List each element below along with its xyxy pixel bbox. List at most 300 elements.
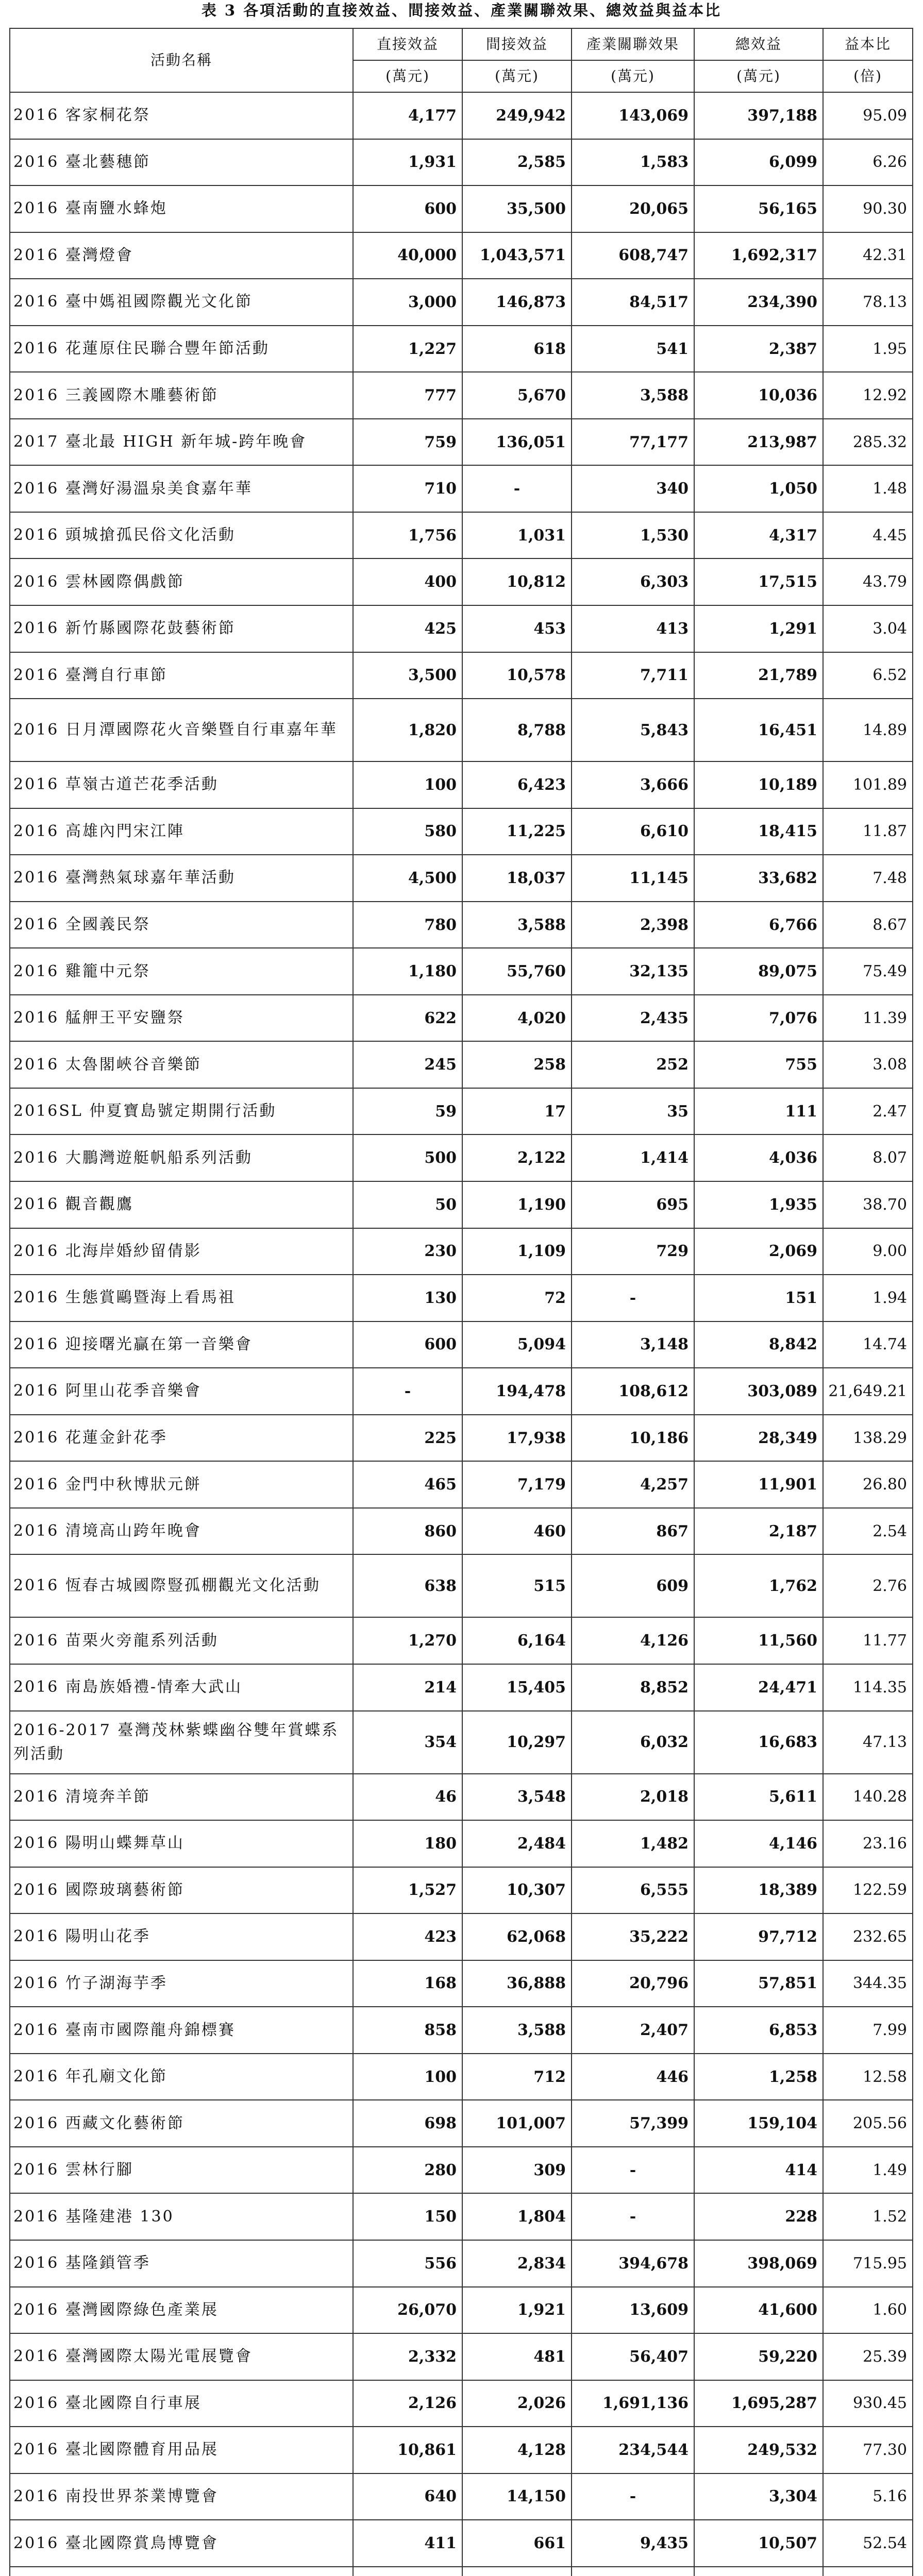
- industry-cell: -: [572, 2473, 694, 2520]
- table-row: [10, 2007, 913, 2054]
- activity-name-cell: 2016 竹子湖海芋季: [10, 1960, 353, 2007]
- ratio-cell: 1.95: [823, 326, 913, 372]
- direct-cell: 759: [353, 419, 462, 466]
- activity-name-cell: [10, 2567, 353, 2576]
- indirect-cell: 309: [462, 2147, 572, 2194]
- total-cell: 1,050: [694, 465, 823, 512]
- header-ratio: 益本比: [823, 28, 913, 60]
- direct-cell: 1,820: [353, 699, 462, 761]
- total-cell: 1,692,317: [694, 232, 823, 279]
- indirect-cell: 194,478: [462, 1368, 572, 1415]
- indirect-cell: 2,026: [462, 2380, 572, 2427]
- direct-cell: 858: [353, 2007, 462, 2054]
- total-cell: 18,389: [694, 1867, 823, 1914]
- total-cell: 151: [694, 1275, 823, 1321]
- indirect-cell: 55,760: [462, 948, 572, 995]
- total-cell: 249,532: [694, 2427, 823, 2473]
- indirect-cell: 3,588: [462, 2007, 572, 2054]
- total-cell: 4,317: [694, 512, 823, 559]
- total-cell: 8,842: [694, 1321, 823, 1368]
- indirect-cell: 11,225: [462, 808, 572, 855]
- indirect-cell: 7,179: [462, 1461, 572, 1508]
- indirect-cell: 453: [462, 605, 572, 652]
- industry-cell: 20,796: [572, 1960, 694, 2007]
- ratio-cell: 232.65: [823, 1913, 913, 1960]
- total-cell: 16,683: [694, 1711, 823, 1774]
- activity-name-cell: 2016 臺南市國際龍舟錦標賽: [10, 2007, 353, 2054]
- header-indirect-unit: (萬元): [462, 60, 572, 92]
- activity-name-cell: 2016 雲林國際偶戲節: [10, 558, 353, 605]
- header-industry-unit: (萬元): [572, 60, 694, 92]
- total-cell: 6,853: [694, 2007, 823, 2054]
- table-row: [10, 326, 913, 372]
- table-row: [10, 761, 913, 808]
- table-row: [10, 1774, 913, 1821]
- table-row: [10, 855, 913, 902]
- total-cell: 24,471: [694, 1664, 823, 1711]
- table-row: [10, 1711, 913, 1774]
- indirect-cell: 712: [462, 2054, 572, 2100]
- activity-name-cell: 2016 新竹縣國際花鼓藝術節: [10, 605, 353, 652]
- activity-name-cell: 2016SL 仲夏寶島號定期開行活動: [10, 1088, 353, 1135]
- indirect-cell: 8,788: [462, 699, 572, 761]
- indirect-cell: 15,405: [462, 1664, 572, 1711]
- table-row: [10, 139, 913, 186]
- direct-cell: 556: [353, 2240, 462, 2287]
- header-industry: 產業關聯效果: [572, 28, 694, 60]
- industry-cell: 32,135: [572, 948, 694, 995]
- industry-cell: 8,852: [572, 1664, 694, 1711]
- indirect-cell: 618: [462, 326, 572, 372]
- indirect-cell: 3,588: [462, 902, 572, 948]
- indirect-cell: 661: [462, 2520, 572, 2567]
- ratio-cell: 38.70: [823, 1181, 913, 1228]
- total-cell: [694, 2567, 823, 2576]
- direct-cell: 50: [353, 1181, 462, 1228]
- table-row: [10, 2567, 913, 2576]
- total-cell: 111: [694, 1088, 823, 1135]
- activity-name-cell: 2016 西藏文化藝術節: [10, 2100, 353, 2147]
- direct-cell: 230: [353, 1228, 462, 1275]
- direct-cell: 130: [353, 1275, 462, 1321]
- industry-cell: 1,583: [572, 139, 694, 186]
- ratio-cell: 43.79: [823, 558, 913, 605]
- indirect-cell: 35,500: [462, 185, 572, 232]
- ratio-cell: 6.52: [823, 652, 913, 699]
- activity-name-cell: 2016 清境高山跨年晚會: [10, 1508, 353, 1555]
- indirect-cell: 2,834: [462, 2240, 572, 2287]
- activity-name-cell: 2016 生態賞鷗暨海上看馬祖: [10, 1275, 353, 1321]
- direct-cell: 225: [353, 1415, 462, 1462]
- total-cell: 1,291: [694, 605, 823, 652]
- industry-cell: 394,678: [572, 2240, 694, 2287]
- ratio-cell: 205.56: [823, 2100, 913, 2147]
- total-cell: 6,766: [694, 902, 823, 948]
- total-cell: 2,069: [694, 1228, 823, 1275]
- activity-name-cell: 2016-2017 臺灣茂林紫蝶幽谷雙年賞蝶系列活動: [10, 1711, 353, 1774]
- ratio-cell: 8.07: [823, 1134, 913, 1181]
- table-row: [10, 2100, 913, 2147]
- activity-name-cell: 2016 臺灣熱氣球嘉年華活動: [10, 855, 353, 902]
- table-row: [10, 419, 913, 466]
- total-cell: 234,390: [694, 279, 823, 326]
- ratio-cell: 2.54: [823, 1508, 913, 1555]
- industry-cell: 3,588: [572, 372, 694, 419]
- table-row: [10, 948, 913, 995]
- indirect-cell: 1,921: [462, 2287, 572, 2334]
- direct-cell: 100: [353, 761, 462, 808]
- ratio-cell: 9.00: [823, 1228, 913, 1275]
- ratio-cell: 3.04: [823, 605, 913, 652]
- activity-name-cell: 2016 草嶺古道芒花季活動: [10, 761, 353, 808]
- direct-cell: 465: [353, 1461, 462, 1508]
- direct-cell: 1,756: [353, 512, 462, 559]
- ratio-cell: 8.67: [823, 902, 913, 948]
- direct-cell: 1,527: [353, 1867, 462, 1914]
- industry-cell: 5,843: [572, 699, 694, 761]
- indirect-cell: 2,585: [462, 139, 572, 186]
- direct-cell: 245: [353, 1041, 462, 1088]
- direct-cell: 2,332: [353, 2333, 462, 2380]
- ratio-cell: 1.94: [823, 1275, 913, 1321]
- table-row: [10, 995, 913, 1042]
- direct-cell: 26,070: [353, 2287, 462, 2334]
- indirect-cell: 17: [462, 1088, 572, 1135]
- ratio-cell: 23.16: [823, 1820, 913, 1867]
- activity-name-cell: 2016 北海岸婚紗留倩影: [10, 1228, 353, 1275]
- indirect-cell: 2,484: [462, 1820, 572, 1867]
- indirect-cell: -: [462, 465, 572, 512]
- activity-name-cell: 2016 臺灣燈會: [10, 232, 353, 279]
- industry-cell: 1,482: [572, 1820, 694, 1867]
- table-row: [10, 1508, 913, 1555]
- table-row: [10, 1041, 913, 1088]
- direct-cell: -: [353, 1368, 462, 1415]
- indirect-cell: 1,031: [462, 512, 572, 559]
- industry-cell: 413: [572, 605, 694, 652]
- activity-name-cell: 2016 全國義民祭: [10, 902, 353, 948]
- indirect-cell: 10,297: [462, 1711, 572, 1774]
- activity-name-cell: 2016 臺北國際體育用品展: [10, 2427, 353, 2473]
- table-row: [10, 605, 913, 652]
- direct-cell: 1,180: [353, 948, 462, 995]
- industry-cell: 1,530: [572, 512, 694, 559]
- activity-name-cell: 2016 阿里山花季音樂會: [10, 1368, 353, 1415]
- total-cell: 755: [694, 1041, 823, 1088]
- total-cell: 33,682: [694, 855, 823, 902]
- total-cell: 1,258: [694, 2054, 823, 2100]
- table-row: [10, 232, 913, 279]
- table-row: [10, 1867, 913, 1914]
- indirect-cell: 5,670: [462, 372, 572, 419]
- industry-cell: 6,032: [572, 1711, 694, 1774]
- total-cell: 10,189: [694, 761, 823, 808]
- industry-cell: 20,065: [572, 185, 694, 232]
- direct-cell: 638: [353, 1554, 462, 1617]
- indirect-cell: 1,109: [462, 1228, 572, 1275]
- table-row: [10, 1321, 913, 1368]
- table-row: [10, 1664, 913, 1711]
- activity-name-cell: 2016 花蓮金針花季: [10, 1415, 353, 1462]
- activity-name-cell: 2016 臺北國際自行車展: [10, 2380, 353, 2427]
- industry-cell: 7,711: [572, 652, 694, 699]
- ratio-cell: 14.74: [823, 1321, 913, 1368]
- ratio-cell: 7.48: [823, 855, 913, 902]
- table-row: [10, 1181, 913, 1228]
- activity-name-cell: 2016 南投世界茶業博覽會: [10, 2473, 353, 2520]
- table-row: [10, 652, 913, 699]
- industry-cell: 108,612: [572, 1368, 694, 1415]
- ratio-cell: 7.99: [823, 2007, 913, 2054]
- indirect-cell: 10,578: [462, 652, 572, 699]
- header-ratio-unit: (倍): [823, 60, 913, 92]
- activity-name-cell: 2016 臺灣國際太陽光電展覽會: [10, 2333, 353, 2380]
- direct-cell: 425: [353, 605, 462, 652]
- ratio-cell: 78.13: [823, 279, 913, 326]
- total-cell: 7,076: [694, 995, 823, 1042]
- table-row: [10, 92, 913, 139]
- industry-cell: 4,126: [572, 1617, 694, 1664]
- table-row: [10, 185, 913, 232]
- activity-name-cell: 2016 三義國際木雕藝術節: [10, 372, 353, 419]
- industry-cell: [572, 2567, 694, 2576]
- industry-cell: -: [572, 2147, 694, 2194]
- industry-cell: 35: [572, 1088, 694, 1135]
- industry-cell: 35,222: [572, 1913, 694, 1960]
- direct-cell: 1,227: [353, 326, 462, 372]
- ratio-cell: 75.49: [823, 948, 913, 995]
- indirect-cell: 2,122: [462, 1134, 572, 1181]
- total-cell: 57,851: [694, 1960, 823, 2007]
- industry-cell: 541: [572, 326, 694, 372]
- total-cell: 10,036: [694, 372, 823, 419]
- activity-name-cell: 2016 頭城搶孤民俗文化活動: [10, 512, 353, 559]
- activity-name-cell: 2016 臺北藝穗節: [10, 139, 353, 186]
- table-row: [10, 2147, 913, 2194]
- total-cell: 41,600: [694, 2287, 823, 2334]
- direct-cell: 640: [353, 2473, 462, 2520]
- indirect-cell: 18,037: [462, 855, 572, 902]
- table-row: [10, 2287, 913, 2334]
- indirect-cell: 4,020: [462, 995, 572, 1042]
- total-cell: 16,451: [694, 699, 823, 761]
- ratio-cell: 930.45: [823, 2380, 913, 2427]
- industry-cell: 729: [572, 1228, 694, 1275]
- total-cell: 2,387: [694, 326, 823, 372]
- table-row: [10, 1617, 913, 1664]
- ratio-cell: 42.31: [823, 232, 913, 279]
- table-row: [10, 1820, 913, 1867]
- table-row: [10, 1461, 913, 1508]
- table-caption: 表 3 各項活動的直接效益、間接效益、產業關聯效果、總效益與益本比: [201, 2, 722, 19]
- table-row: [10, 465, 913, 512]
- direct-cell: [353, 2567, 462, 2576]
- table-row: [10, 1275, 913, 1321]
- ratio-cell: 114.35: [823, 1664, 913, 1711]
- industry-cell: -: [572, 1275, 694, 1321]
- direct-cell: 710: [353, 465, 462, 512]
- direct-cell: 3,000: [353, 279, 462, 326]
- ratio-cell: 1.48: [823, 465, 913, 512]
- industry-cell: 2,018: [572, 1774, 694, 1821]
- activity-name-cell: 2016 臺南鹽水蜂炮: [10, 185, 353, 232]
- activity-name-cell: 2016 花蓮原住民聯合豐年節活動: [10, 326, 353, 372]
- direct-cell: 150: [353, 2193, 462, 2240]
- direct-cell: 168: [353, 1960, 462, 2007]
- total-cell: 21,789: [694, 652, 823, 699]
- industry-cell: 2,435: [572, 995, 694, 1042]
- indirect-cell: 481: [462, 2333, 572, 2380]
- total-cell: 2,187: [694, 1508, 823, 1555]
- ratio-cell: 6.26: [823, 139, 913, 186]
- direct-cell: 40,000: [353, 232, 462, 279]
- industry-cell: 695: [572, 1181, 694, 1228]
- direct-cell: 1,270: [353, 1617, 462, 1664]
- direct-cell: 698: [353, 2100, 462, 2147]
- industry-cell: 234,544: [572, 2427, 694, 2473]
- indirect-cell: [462, 2567, 572, 2576]
- direct-cell: 10,861: [353, 2427, 462, 2473]
- industry-cell: 2,407: [572, 2007, 694, 2054]
- direct-cell: 500: [353, 1134, 462, 1181]
- industry-cell: 143,069: [572, 92, 694, 139]
- industry-cell: 252: [572, 1041, 694, 1088]
- ratio-cell: 285.32: [823, 419, 913, 466]
- ratio-cell: 47.13: [823, 1711, 913, 1774]
- indirect-cell: 5,094: [462, 1321, 572, 1368]
- table-row: [10, 699, 913, 761]
- industry-cell: 6,610: [572, 808, 694, 855]
- direct-cell: 1,931: [353, 139, 462, 186]
- industry-cell: 57,399: [572, 2100, 694, 2147]
- indirect-cell: 10,307: [462, 1867, 572, 1914]
- table-row: [10, 2427, 913, 2473]
- indirect-cell: 101,007: [462, 2100, 572, 2147]
- activity-name-cell: 2016 臺北國際賞鳥博覽會: [10, 2520, 353, 2567]
- industry-cell: 4,257: [572, 1461, 694, 1508]
- activity-name-cell: 2016 年孔廟文化節: [10, 2054, 353, 2100]
- industry-cell: 3,666: [572, 761, 694, 808]
- total-cell: 11,901: [694, 1461, 823, 1508]
- activity-name-cell: 2016 基隆建港 130: [10, 2193, 353, 2240]
- table-row: [10, 1913, 913, 1960]
- total-cell: 59,220: [694, 2333, 823, 2380]
- ratio-cell: 3.08: [823, 1041, 913, 1088]
- indirect-cell: 6,164: [462, 1617, 572, 1664]
- ratio-cell: 25.39: [823, 2333, 913, 2380]
- ratio-cell: 77.30: [823, 2427, 913, 2473]
- table-row: [10, 2473, 913, 2520]
- total-cell: 18,415: [694, 808, 823, 855]
- direct-cell: 423: [353, 1913, 462, 1960]
- ratio-cell: 5.16: [823, 2473, 913, 2520]
- total-cell: 398,069: [694, 2240, 823, 2287]
- total-cell: 1,935: [694, 1181, 823, 1228]
- ratio-cell: 11.39: [823, 995, 913, 1042]
- industry-cell: 77,177: [572, 419, 694, 466]
- ratio-cell: 138.29: [823, 1415, 913, 1462]
- activity-name-cell: 2016 高雄內門宋江陣: [10, 808, 353, 855]
- industry-cell: 6,555: [572, 1867, 694, 1914]
- indirect-cell: 1,804: [462, 2193, 572, 2240]
- total-cell: 6,099: [694, 139, 823, 186]
- direct-cell: 59: [353, 1088, 462, 1135]
- table-row: [10, 1228, 913, 1275]
- direct-cell: 411: [353, 2520, 462, 2567]
- direct-cell: 214: [353, 1664, 462, 1711]
- table-row: [10, 2193, 913, 2240]
- table-row: [10, 2054, 913, 2100]
- ratio-cell: 715.95: [823, 2240, 913, 2287]
- activity-name-cell: 2016 迎接曙光贏在第一音樂會: [10, 1321, 353, 1368]
- direct-cell: 180: [353, 1820, 462, 1867]
- ratio-cell: 344.35: [823, 1960, 913, 2007]
- table-row: [10, 1415, 913, 1462]
- table-row: [10, 1368, 913, 1415]
- header-activity: 活動名稱: [10, 28, 353, 92]
- activity-name-cell: 2016 國際玻璃藝術節: [10, 1867, 353, 1914]
- direct-cell: 280: [353, 2147, 462, 2194]
- industry-cell: 1,414: [572, 1134, 694, 1181]
- ratio-cell: 2.47: [823, 1088, 913, 1135]
- ratio-cell: 21,649.21: [823, 1368, 913, 1415]
- table-body: [10, 92, 913, 2576]
- activity-name-cell: 2016 雞籠中元祭: [10, 948, 353, 995]
- industry-cell: 11,145: [572, 855, 694, 902]
- direct-cell: 780: [353, 902, 462, 948]
- activity-name-cell: 2016 陽明山蝶舞草山: [10, 1820, 353, 1867]
- indirect-cell: 258: [462, 1041, 572, 1088]
- header-total: 總效益: [694, 28, 823, 60]
- total-cell: 4,036: [694, 1134, 823, 1181]
- ratio-cell: 1.52: [823, 2193, 913, 2240]
- activity-name-cell: 2016 南島族婚禮-情牽大武山: [10, 1664, 353, 1711]
- industry-cell: 84,517: [572, 279, 694, 326]
- total-cell: 5,611: [694, 1774, 823, 1821]
- industry-cell: 3,148: [572, 1321, 694, 1368]
- total-cell: 17,515: [694, 558, 823, 605]
- industry-cell: 10,186: [572, 1415, 694, 1462]
- ratio-cell: 140.28: [823, 1774, 913, 1821]
- industry-cell: 6,303: [572, 558, 694, 605]
- total-cell: 414: [694, 2147, 823, 2194]
- table-row: [10, 1088, 913, 1135]
- direct-cell: 400: [353, 558, 462, 605]
- ratio-cell: 122.59: [823, 1867, 913, 1914]
- total-cell: 228: [694, 2193, 823, 2240]
- ratio-cell: 12.58: [823, 2054, 913, 2100]
- table-row: [10, 558, 913, 605]
- indirect-cell: 62,068: [462, 1913, 572, 1960]
- table-row: [10, 808, 913, 855]
- ratio-cell: 1.49: [823, 2147, 913, 2194]
- table-row: [10, 1134, 913, 1181]
- indirect-cell: 17,938: [462, 1415, 572, 1462]
- header-indirect: 間接效益: [462, 28, 572, 60]
- indirect-cell: 1,043,571: [462, 232, 572, 279]
- table-row: [10, 2520, 913, 2567]
- ratio-cell: 95.09: [823, 92, 913, 139]
- benefit-table: [9, 28, 913, 2576]
- total-cell: 1,762: [694, 1554, 823, 1617]
- total-cell: 397,188: [694, 92, 823, 139]
- ratio-cell: 11.77: [823, 1617, 913, 1664]
- activity-name-cell: 2016 臺中媽祖國際觀光文化節: [10, 279, 353, 326]
- table-row: [10, 2240, 913, 2287]
- total-cell: 3,304: [694, 2473, 823, 2520]
- indirect-cell: 10,812: [462, 558, 572, 605]
- industry-cell: 9,435: [572, 2520, 694, 2567]
